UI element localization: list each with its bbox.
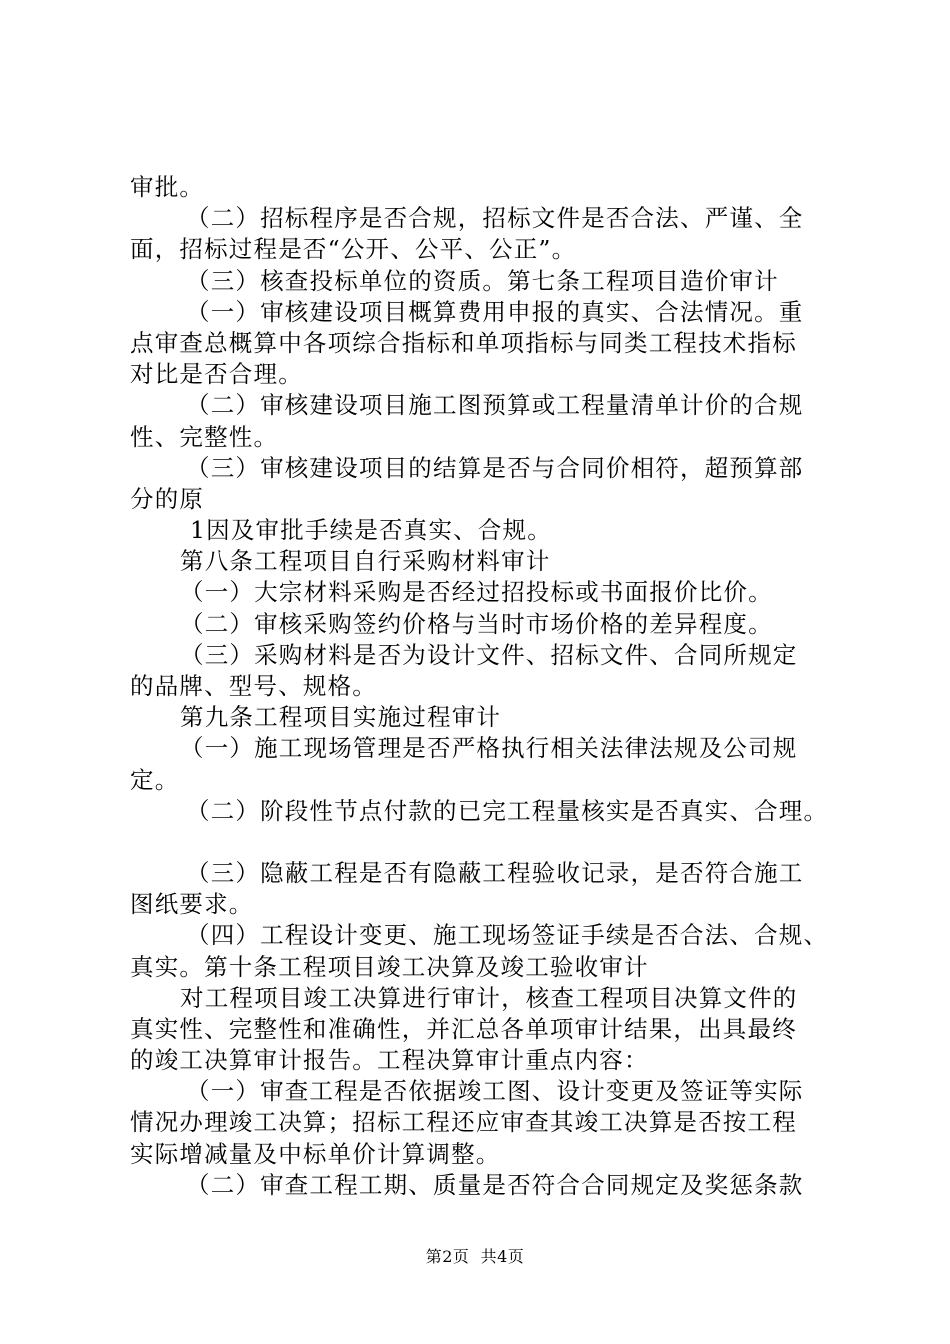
text-line: 分的原 <box>130 484 205 513</box>
text-line: 对工程项目竣工决算进行审计，核查工程项目决算文件的 <box>180 983 798 1012</box>
text-line: （一）大宗材料采购是否经过招投标或书面报价比价。 <box>180 578 773 607</box>
text-line: 真实。第十条工程项目竣工决算及竣工验收审计 <box>130 952 649 981</box>
text-line: 定。 <box>130 765 180 794</box>
text-line: （二）阶段性节点付款的已完工程量核实是否真实、合理。 <box>186 796 829 825</box>
text-line: （三）隐蔽工程是否有隐蔽工程验收记录，是否符合施工 <box>186 858 804 887</box>
text-line: （二）审核采购签约价格与当时市场价格的差异程度。 <box>180 609 773 638</box>
text-line: （一）施工现场管理是否严格执行相关法律法规及公司规 <box>180 734 798 763</box>
text-line: （二）审查工程工期、质量是否符合合同规定及奖惩条款 <box>186 1170 804 1199</box>
text-line: （一）审核建设项目概算费用申报的真实、合法情况。重 <box>186 297 804 326</box>
text-line: 真实性、完整性和准确性，并汇总各单项审计结果，出具最终 <box>130 1014 797 1043</box>
text-line: （三）审核建设项目的结算是否与合同价相符，超预算部 <box>186 453 804 482</box>
section-heading: 第八条工程项目自行采购材料审计 <box>180 547 551 576</box>
text-line: （一）审查工程是否依据竣工图、设计变更及签证等实际 <box>186 1077 804 1106</box>
section-heading: 第九条工程项目实施过程审计 <box>180 703 502 732</box>
page-footer <box>0 1244 950 1267</box>
text-line: 面，招标过程是否“公开、公平、公正”。 <box>130 235 577 264</box>
text-line: 情况办理竣工决算；招标工程还应审查其竣工决算是否按工程 <box>130 1108 797 1137</box>
text-line: （四）工程设计变更、施工现场签证手续是否合法、合规、 <box>186 921 829 950</box>
text-line: 图纸要求。 <box>130 890 254 919</box>
text-line: （三）核查投标单位的资质。第七条工程项目造价审计 <box>186 266 779 295</box>
text-line: 的竣工决算审计报告。工程决算审计重点内容： <box>130 1046 649 1075</box>
text-line: （三）采购材料是否为设计文件、招标文件、合同所规定 <box>180 640 798 669</box>
text-line: 的品牌、型号、规格。 <box>130 672 377 700</box>
text-line: （二）审核建设项目施工图预算或工程量清单计价的合规 <box>186 391 804 420</box>
document-body <box>130 172 840 1201</box>
text-line: 点审查总概算中各项综合指标和单项指标与同类工程技术指标 <box>130 328 797 357</box>
text-line: 实际增减量及中标单价计算调整。 <box>130 1139 501 1168</box>
text-line: （二）招标程序是否合规，招标文件是否合法、严谨、全 <box>186 204 804 233</box>
text-line: 审批。 <box>130 173 205 201</box>
text-line: 性、完整性。 <box>130 422 279 451</box>
text-line: 1因及审批手续是否真实、合规。 <box>190 516 552 545</box>
page-number: 第2页 共4页 <box>425 1247 525 1266</box>
text-line: 对比是否合理。 <box>130 360 303 389</box>
